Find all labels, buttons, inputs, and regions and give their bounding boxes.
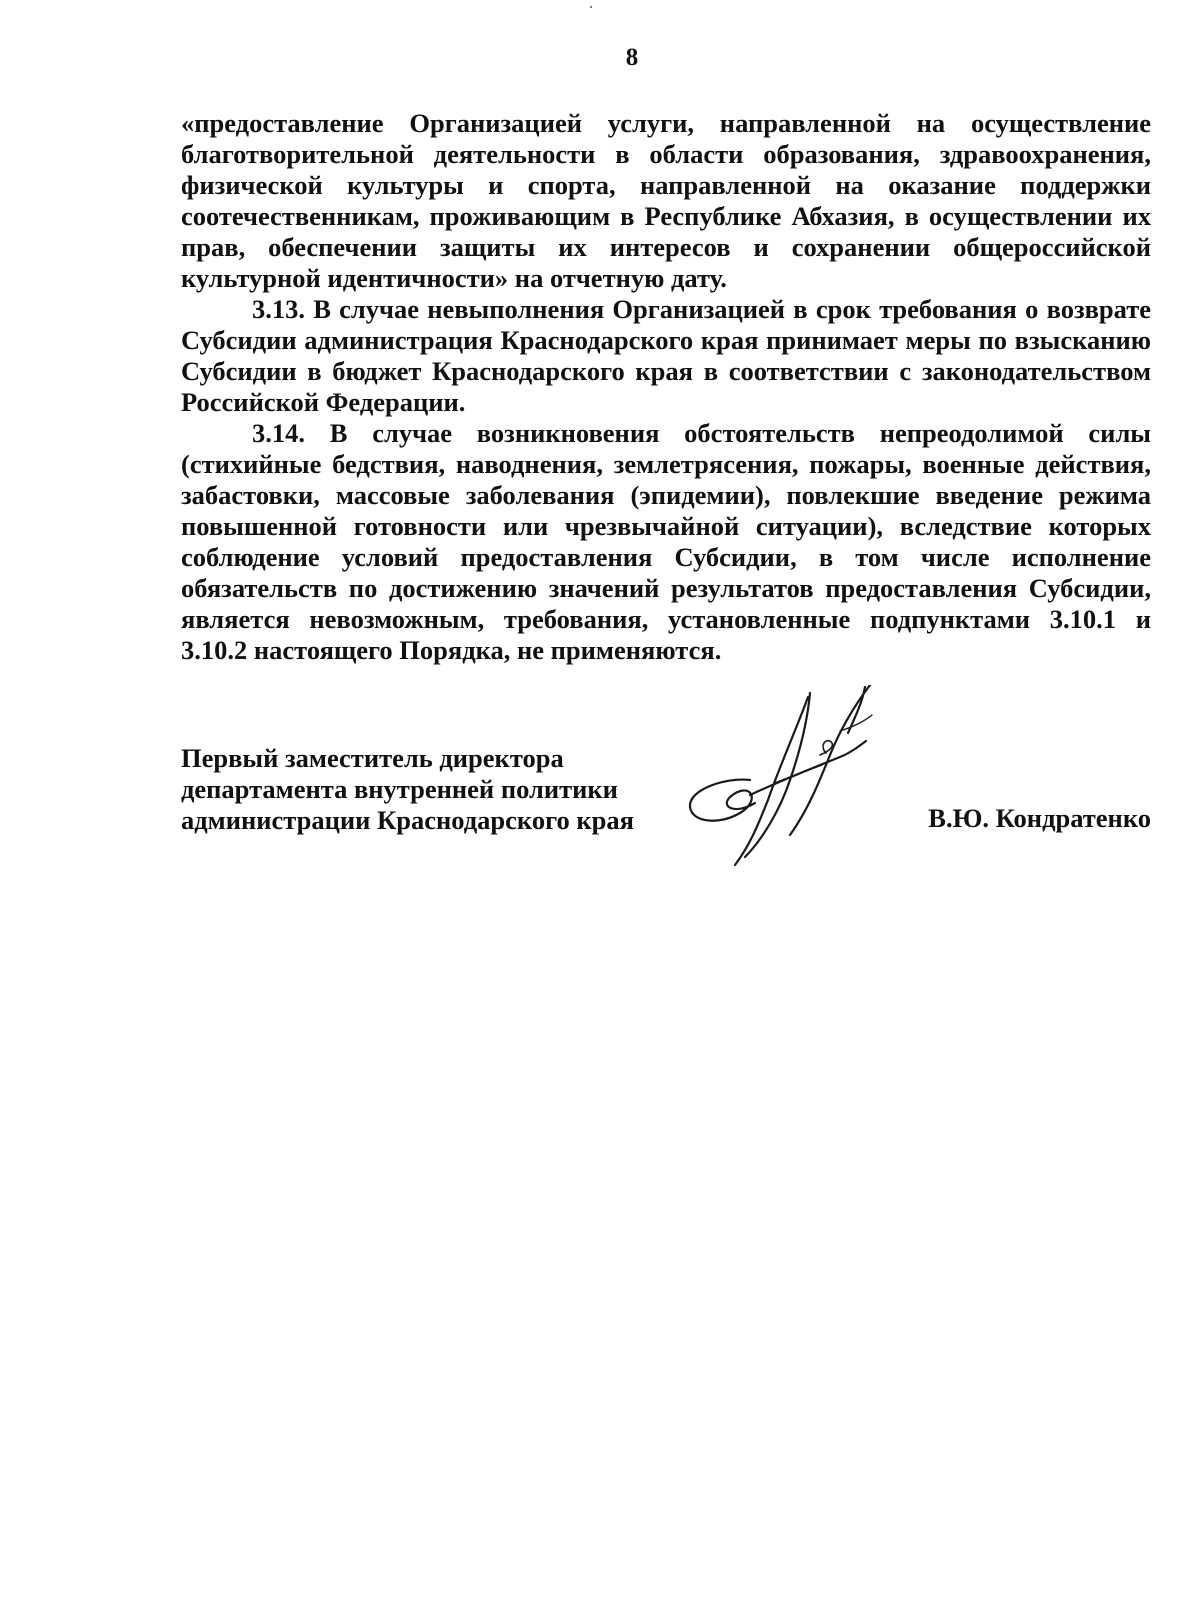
paragraph-3-13-line-1: 3.13. В случае невыполнения Организацией в срок требования о возврате	[252, 294, 1151, 324]
signer-position	[181, 743, 634, 836]
paragraph-1-line-3: физической культуры и спорта, направленной на оказание поддержки	[181, 170, 1151, 200]
paragraph-3-14-line-5: соблюдение условий предоставления Субсидии, в том числе исполнение	[181, 542, 1151, 572]
signer-position-line-1: Первый заместитель директора	[181, 743, 564, 773]
paragraph-3-14-line-4: повышенной готовности или чрезвычайной ситуации), вследствие которых	[181, 511, 1151, 541]
paragraph-3-14-line-8: 3.10.2 настоящего Порядка, не применяются.	[181, 635, 722, 665]
signer-position-line-2: департамента внутренней политики	[181, 774, 618, 804]
paragraph-1-line-2: благотворительной деятельности в области образования, здравоохранения,	[181, 139, 1151, 169]
paragraph-1-line-1: «предоставление Организацией услуги, направленной на осуществление	[181, 108, 1151, 138]
paragraph-3-14-line-6: обязательств по достижению значений результатов предоставления Субсидии,	[181, 573, 1151, 603]
paragraph-3-14-line-1: 3.14. В случае возникновения обстоятельств непреодолимой силы	[252, 418, 1151, 448]
paragraph-3-14-line-3: забастовки, массовые заболевания (эпидемии), повлекшие введение режима	[181, 480, 1151, 510]
paragraph-3-13-line-2: Субсидии администрация Краснодарского края принимает меры по взысканию	[181, 325, 1151, 355]
scan-artifact	[590, 6, 592, 8]
paragraph-1-line-6: культурной идентичности» на отчетную дату.	[181, 263, 727, 293]
paragraph-3-13-line-4: Российской Федерации.	[181, 387, 466, 417]
paragraph-3-13-line-3: Субсидии в бюджет Краснодарского края в соответствии с законодательством	[181, 356, 1151, 386]
handwritten-signature-icon	[680, 685, 910, 885]
paragraph-1-line-5: прав, обеспечении защиты их интересов и сохранении общероссийской	[181, 232, 1151, 262]
paragraph-1-line-4: соотечественникам, проживающим в Республике Абхазия, в осуществлении их	[181, 201, 1151, 231]
page-number: 8	[625, 44, 639, 71]
paragraph-3-14-line-2: (стихийные бедствия, наводнения, землетрясения, пожары, военные действия,	[181, 449, 1151, 479]
signer-position-line-3: администрации Краснодарского края	[181, 805, 634, 835]
paragraph-3-14-line-7: является невозможным, требования, установленные подпунктами 3.10.1 и	[181, 604, 1151, 634]
document-body	[181, 108, 1151, 666]
signer-name: В.Ю. Кондратенко	[928, 803, 1151, 833]
